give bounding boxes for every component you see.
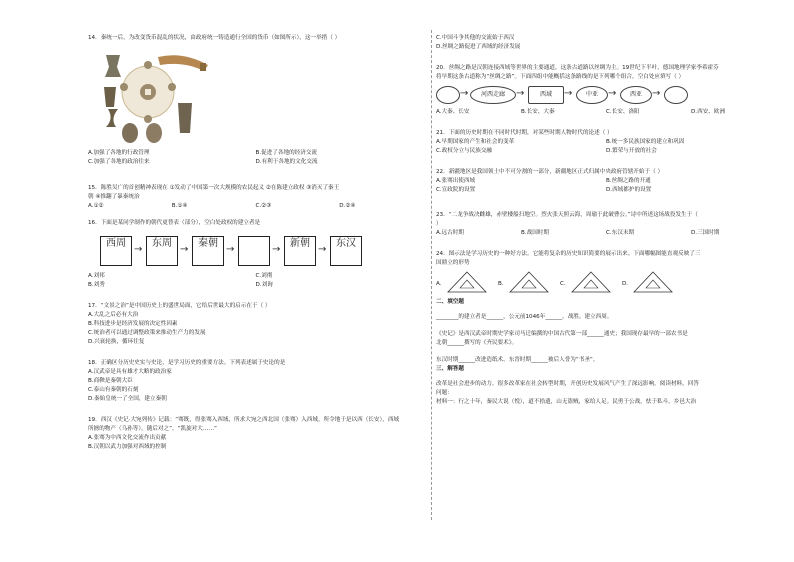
q21-option-d[interactable]: D.繁荣与开放的社会 [606, 148, 657, 154]
dynasty-sequence [88, 228, 423, 272]
q18-option-a[interactable]: A.汉武帝是具有雄才大略的政治家 [88, 369, 172, 375]
q20-option-b[interactable]: B.长安、大秦 [521, 109, 555, 115]
q20-option-c[interactable]: C.长安、洛阳 [606, 109, 640, 115]
q21-options-row1 [436, 138, 776, 147]
fill-question-2-line2: 北朝______撰写的《齐民要术》。 [436, 340, 518, 346]
fill-question-1: ________的建立者是______，公元前1046年______，战胜。建立西周。 [436, 314, 613, 320]
q14-option-b[interactable]: B.促进了各地的经济交流 [255, 150, 318, 156]
q22-stem: 22．新疆地区是我国领土中不可分割的一部分，新疆地区正式归属中央政府管辖开始于（ ） [436, 169, 664, 175]
arrow-icon: → [272, 244, 281, 255]
q15-option-b[interactable]: B.①④ [171, 203, 188, 209]
q24-option-b[interactable]: B. [498, 281, 504, 287]
q17-stem: 17．“文景之治”是中国历史上的盛世局面，它给后世最大的启示在于（ ） [88, 303, 271, 309]
q16-options-row1 [88, 272, 423, 281]
arrow-icon: → [652, 88, 661, 99]
ancient-coins-image [98, 47, 218, 147]
essay-intro-line1: 改革是社会进步的动力。很多改革家在社会转型时期，开创历史发展风气产生了深远影响。阅读材料，回答 [436, 381, 699, 387]
q23-option-b[interactable]: B.战国时期 [521, 230, 549, 236]
q19-option-d[interactable]: D.丝绸之路促进了西域的经济发展 [436, 44, 521, 50]
q24-stem-line2: 国鼎立的形势 [436, 260, 470, 266]
q18-stem: 18．正确区分历史史实与史论，是学习历史的重要方法。下列表述属于史论的是 [88, 360, 286, 366]
q22-options-row2 [436, 186, 776, 195]
q20-option-a[interactable]: A.大秦、长安 [436, 109, 470, 115]
q17-option-b[interactable]: B.科技进步是经济发展的决定性因素 [88, 321, 178, 327]
q14-option-a[interactable]: A.加强了各地的行政管理 [88, 150, 150, 156]
q21-option-b[interactable]: B.统一多民族国家的建立和巩固 [606, 139, 685, 145]
triangle-diagram-c [570, 270, 612, 294]
q24-option-d[interactable]: D. [622, 281, 629, 287]
flow-hexi-corridor: 河西走廊 [470, 86, 516, 104]
triangle-diagram-b [508, 270, 550, 294]
q14-stem: 14．秦统一后，为改变货币混乱的状况，由政府统一铸造通行全国的货币（如图所示），这一举措（ ） [88, 35, 341, 41]
q22-options-row1 [436, 177, 776, 186]
arrow-icon: → [564, 88, 573, 99]
q16-option-c[interactable]: C.刘彻 [255, 273, 273, 279]
flow-blank-end [664, 86, 688, 104]
q15-option-c[interactable]: C.②③ [255, 203, 272, 209]
q18-option-d[interactable]: D.秦始皇统一了全国，建立秦朝 [88, 396, 167, 402]
q17-option-a[interactable]: A.大乱之后必有大治 [88, 312, 139, 318]
arrow-icon: → [516, 88, 525, 99]
q21-option-c[interactable]: C.政权分立与民族交融 [436, 148, 493, 154]
q15-option-d[interactable]: D.②④ [339, 203, 356, 209]
triangle-diagram-a [446, 270, 488, 294]
q22-option-a[interactable]: A.张骞出使西域 [436, 178, 476, 184]
flow-west-asia: 西亚 [620, 86, 652, 104]
q23-option-a[interactable]: A.远古时期 [436, 230, 464, 236]
dynasty-box-3: 秦朝 [192, 236, 224, 266]
three-kingdoms-diagrams [436, 268, 776, 298]
left-column [88, 34, 423, 452]
q23-option-c[interactable]: C.东汉末期 [606, 230, 635, 236]
q22-option-b[interactable]: B.丝绸之路的开通 [606, 178, 651, 184]
q23-option-d[interactable]: D.三国时期 [691, 230, 720, 236]
q14-option-d[interactable]: D.有利于各地的文化交流 [255, 159, 318, 165]
flow-western-regions: 西域 [528, 86, 564, 104]
q20-option-d[interactable]: D.西安、欧洲 [691, 109, 726, 115]
q14-options-row2 [88, 158, 423, 167]
q24-option-a[interactable]: A. [436, 281, 442, 287]
fill-question-3: 东汉时期______改进造纸术，东晋时期______被后人誉为“书圣”。 [436, 357, 599, 363]
flow-central-asia: 中亚 [576, 86, 608, 104]
q24-stem-line1: 24．图示法是学习历史的一种好方法。它能将复杂的历史知识简要的展示出来。下面哪幅图能直观反映了三 [436, 251, 701, 257]
silk-road-flow [436, 82, 776, 108]
q16-option-d[interactable]: D.刘询 [255, 282, 273, 288]
q20-stem-line2: 将早期这条古道称为“丝绸之路”。下面四组中能概括这条路线的是下列哪个组合，空白处应填写（ ） [436, 74, 685, 80]
arrow-icon: → [318, 244, 327, 255]
q16-stem: 16．下面是某同学制作的朝代更替表（部分），空白处政权的建立者是 [88, 220, 261, 226]
q15-stem-line2: 朝 ④推翻了暴秦统治 [88, 194, 140, 200]
q19-option-b[interactable]: B.汉朝以武力加强对西域的控制 [88, 444, 167, 450]
q14-option-c[interactable]: C.加强了各地的政治往来 [88, 159, 150, 165]
q18-option-c[interactable]: C.泰山有秦朝的石刻 [88, 387, 139, 393]
q15-stem-line1: 15．陈胜吴广的首创精神表现在 ①发动了中国第一次大规模的农民起义 ②在陈建立政权 ③消灭了秦王 [88, 185, 340, 191]
essay-intro-line2: 问题： [436, 390, 453, 396]
q22-option-c[interactable]: C.宣政院的设置 [436, 187, 476, 193]
dynasty-box-4: 新朝 [284, 236, 316, 266]
dynasty-box-5: 东汉 [330, 236, 362, 266]
column-divider [431, 30, 432, 520]
triangle-diagram-d [632, 270, 674, 294]
q19-option-a[interactable]: A.张骞为中西文化交流作出贡献 [88, 435, 167, 441]
q24-option-c[interactable]: C. [560, 281, 566, 287]
flow-blank-start [436, 86, 460, 104]
section-fill-blank-heading: 二、填空题 [436, 299, 464, 305]
q23-stem-line1: 23．“二龙争战决雌雄，赤壁楼船扫地空。烈火张天照云海，周瑜于此破曹公。”诗中所述这场战役发生于（ [436, 212, 698, 218]
essay-material-1: 材料一：行之十年，秦民大说（悦），道不拾遗，山无盗贼，家给人足。民勇于公战，怯于私斗，乡邑大治 [436, 399, 697, 405]
q23-stem-line2: ） [436, 221, 442, 227]
dynasty-box-blank [238, 236, 270, 266]
arrow-icon: → [134, 244, 143, 255]
q22-option-d[interactable]: D.西域都护的设置 [606, 187, 652, 193]
q14-options-row1 [88, 149, 423, 158]
section-answer-heading: 三、解答题 [436, 366, 464, 372]
q16-option-a[interactable]: A.刘邦 [88, 273, 105, 279]
q18-option-b[interactable]: B.商鞅是秦朝大臣 [88, 378, 133, 384]
arrow-icon: → [460, 88, 469, 99]
q15-option-a[interactable]: A.①② [88, 203, 104, 209]
q19-stem-line1: 19．西汉《史记·大宛列传》记载：“骞既，得张骞入西域，所求大宛之西北国（张骞）入西域。所令地于是以西（长安），西域 [88, 417, 400, 423]
q16-option-b[interactable]: B.刘秀 [88, 282, 105, 288]
q20-options [436, 108, 776, 117]
q16-options-row2 [88, 281, 423, 290]
dynasty-box-1: 西周 [100, 236, 132, 266]
dynasty-box-2: 东周 [146, 236, 178, 266]
arrow-icon: → [180, 244, 189, 255]
q15-options [88, 202, 423, 211]
right-column [436, 34, 776, 407]
q23-options [436, 229, 776, 238]
arrow-icon: → [608, 88, 617, 99]
fill-question-2-line1: 《史记》是西汉武帝时期史学家司马迁编撰的中国古代第一部______通史；我国现存最早的一部农书是 [436, 331, 688, 337]
q20-stem-line1: 20．丝绸之路是汉朝连接西域等世界的主要通道，这条古道路以丝绸为主。19世纪下半叶，德国地理学家李希霍芬 [436, 65, 719, 71]
q21-stem: 21．下面的历史时期在不同时代时期，对某些时期人物时代的论述（ ） [436, 130, 613, 136]
q19-stem-line2: 所掳的物产（乌孙等），随后对之”。“凯旋对大……” [88, 426, 217, 432]
q17-option-c[interactable]: C.统治者可以通过调整政策来推动生产力的发展 [88, 330, 206, 336]
arrow-icon: → [226, 244, 235, 255]
q17-option-d[interactable]: D.兴衰轮换，循环往复 [88, 339, 145, 345]
q21-options-row2 [436, 147, 776, 156]
q19-option-c[interactable]: C.中国斗争其他的交流始于西汉 [436, 35, 515, 41]
q21-option-a[interactable]: A.早期国家的产生和社会的变革 [436, 139, 515, 145]
